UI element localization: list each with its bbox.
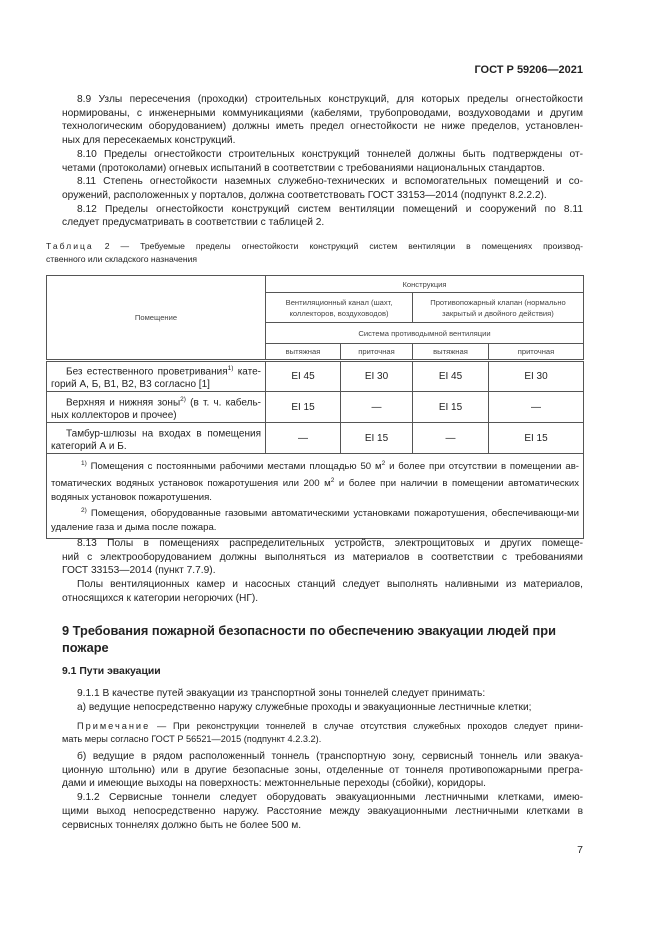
paragraph-line: сервисных тоннелях должно быть не более 500 м.	[62, 819, 302, 831]
value-cell: EI 45	[413, 361, 489, 392]
paragraph-line: б) ведущие в рядом расположенный тоннель (транспортную зону, сервисный тоннель или эвакуа-	[77, 751, 583, 762]
note-label: Примечание	[77, 721, 151, 731]
table-row	[47, 392, 584, 423]
value-cell: EI 15	[266, 392, 341, 423]
paragraph-line: ционную штольню) или в другие безопасные зоны, отделенные от тоннеля противопожарными прегра-	[62, 764, 583, 776]
room-cell: Тамбур-шлюзы на входах в помещения категорий А и Б.	[47, 423, 266, 454]
paragraph-line: ний с электрооборудованием должны выполняться из материалов в соответствии с требованиями	[62, 551, 583, 563]
value-cell: —	[341, 392, 413, 423]
value-cell: EI 45	[266, 361, 341, 392]
paragraph	[62, 203, 583, 230]
header-vent-channel: Вентиляционный канал (шахт, коллекторов, воздуховодов)	[266, 293, 413, 323]
section-9-heading: 9 Требования пожарной безопасности по обеспечению эвакуации людей при пожаре	[62, 623, 556, 655]
paragraph-line: ГОСТ 33153—2014 (пункт 7.7.9).	[62, 565, 216, 577]
value-cell: EI 15	[413, 392, 489, 423]
table-row	[47, 423, 584, 454]
paragraph-line: 9.1.2 Сервисные тоннели следует оборудовать эвакуационными лестничными клетками, имею-	[77, 792, 583, 804]
note-line: — При реконструкции тоннелей в случае отсутствия служебных проходов следует прини-	[156, 721, 584, 731]
paragraph	[62, 701, 583, 715]
paragraph	[62, 93, 583, 148]
caption-line: 2 — Требуемые пределы огнестойкости конструкций систем вентиляции в помещениях производ-	[104, 241, 584, 251]
room-cell: Без естественного проветривания$^{1)}$ кате- горий А, Б, В1, В2, В3 согласно [1]	[47, 361, 266, 392]
header-supply: приточная	[341, 344, 413, 361]
paragraph-line: дами и имеющие выходы на поверхность: межтоннельные переходы (сбойки), коридоры.	[62, 778, 486, 790]
paragraph-line: 9.1.1 В качестве путей эвакуации из транспортной зоны тоннелей следует принимать:	[77, 688, 486, 699]
paragraph-line: технологическим оборудованием) должны иметь предел огнестойкости не ниже пределов, установлен-	[62, 121, 583, 133]
paragraphs-bottom	[62, 687, 583, 714]
page-number: 7	[577, 844, 583, 856]
paragraph-line: щими выход непосредственно наружу. Расстояние между эвакуационными лестничными клетками в	[62, 805, 583, 817]
footnote-1: $^{1)}$ Помещения с постоянными рабочими местами площадью 50 $м^2$ и более при отсутствии в помещении ав-томатических водяных установок пожаротушения или 200 $м^2$ и более при наличии в помещении автоматических водяных установок пожаротушения.	[51, 460, 579, 503]
footnote-2: $^{2)}$ Помещения, оборудованные газовыми автоматическими установками пожаротушения, обеспечивающи-ми удаление газа и дыма после пожара.	[51, 506, 579, 533]
value-cell: —	[413, 423, 489, 454]
value-cell: EI 30	[489, 361, 584, 392]
subsection-9-1-heading: 9.1 Пути эвакуации	[62, 666, 161, 677]
caption-line: ственного или складского назначения	[46, 253, 198, 264]
paragraph	[62, 687, 583, 701]
value-cell: EI 15	[341, 423, 413, 454]
paragraphs-mid	[62, 537, 583, 606]
paragraph-line: 8.11 Степень огнестойкости наземных служебно-технических и вспомогательных помещений и со-	[77, 176, 583, 188]
table-caption	[46, 240, 583, 265]
document-code: ГОСТ Р 59206—2021	[474, 64, 583, 76]
paragraph-line: 8.10 Пределы огнестойкости строительных конструкций тоннелей должны быть подтверждены от-	[77, 148, 583, 160]
room-cell: Верхняя и нижняя зоны$^{2)}$ (в т. ч. кабель- ных коллекторов и прочее)	[47, 392, 266, 423]
paragraph-line: нормированы, с инженерными коммуникациями (кабелями, трубопроводами, воздуховодами и другим	[62, 107, 583, 119]
value-cell: —	[489, 392, 584, 423]
paragraph-line: а) ведущие непосредственно наружу служебные проходы и эвакуационные лестничные клетки;	[77, 701, 532, 713]
paragraph-line: 8.9 Узлы пересечения (проходки) строительных конструкций, для которых пределы огнестойкости	[77, 94, 583, 105]
paragraph	[62, 750, 583, 791]
header-exhaust: вытяжная	[266, 344, 341, 361]
fire-resistance-table	[46, 275, 584, 539]
paragraphs-top	[62, 93, 583, 230]
paragraph-line: относящихся к категории негорючих (НГ).	[62, 592, 259, 604]
header-supply: приточная	[489, 344, 584, 361]
value-cell: EI 15	[489, 423, 584, 454]
paragraph-line: Полы вентиляционных камер и насосных станций следует выполнять наливными из материалов,	[77, 579, 583, 591]
paragraphs-end	[62, 750, 583, 832]
header-construction: Конструкция	[266, 276, 584, 293]
paragraph-line: следует предусматривать в соответствии с таблицей 2.	[62, 217, 325, 229]
table-caption-label: Таблица	[46, 241, 94, 251]
value-cell: —	[266, 423, 341, 454]
paragraph-line: 8.12 Пределы огнестойкости конструкций систем вентиляции помещений и сооружений по 8.11	[77, 203, 583, 215]
paragraph-line: четами (протоколами) огневых испытаний в соответствии с требованиями национальных стандартов.	[62, 162, 545, 174]
note	[62, 720, 583, 746]
header-fire-valve: Противопожарный клапан (нормально закрытый и двойного действия)	[413, 293, 584, 323]
paragraph	[62, 791, 583, 832]
table-footnotes	[47, 454, 584, 539]
value-cell: EI 30	[341, 361, 413, 392]
paragraph-line: ных для пересекаемых конструкций.	[62, 135, 236, 147]
paragraph	[62, 578, 583, 605]
table-row	[47, 361, 584, 392]
paragraph-line: оружений, расположенных у порталов, должна соответствовать ГОСТ 33153—2014 (подпункт 8.2.2.2).	[62, 189, 547, 201]
paragraph	[62, 175, 583, 202]
header-room: Помещение	[47, 276, 266, 361]
header-smoke-system: Система противодымной вентиляции	[266, 323, 584, 344]
note-line: мать меры согласно ГОСТ Р 56521—2015 (подпункт 4.2.3.2).	[62, 734, 322, 744]
paragraph	[62, 537, 583, 578]
paragraph-line: 8.13 Полы в помещениях распределительных устройств, электрощитовых и других помеще-	[77, 538, 583, 549]
header-exhaust: вытяжная	[413, 344, 489, 361]
paragraph	[62, 148, 583, 175]
